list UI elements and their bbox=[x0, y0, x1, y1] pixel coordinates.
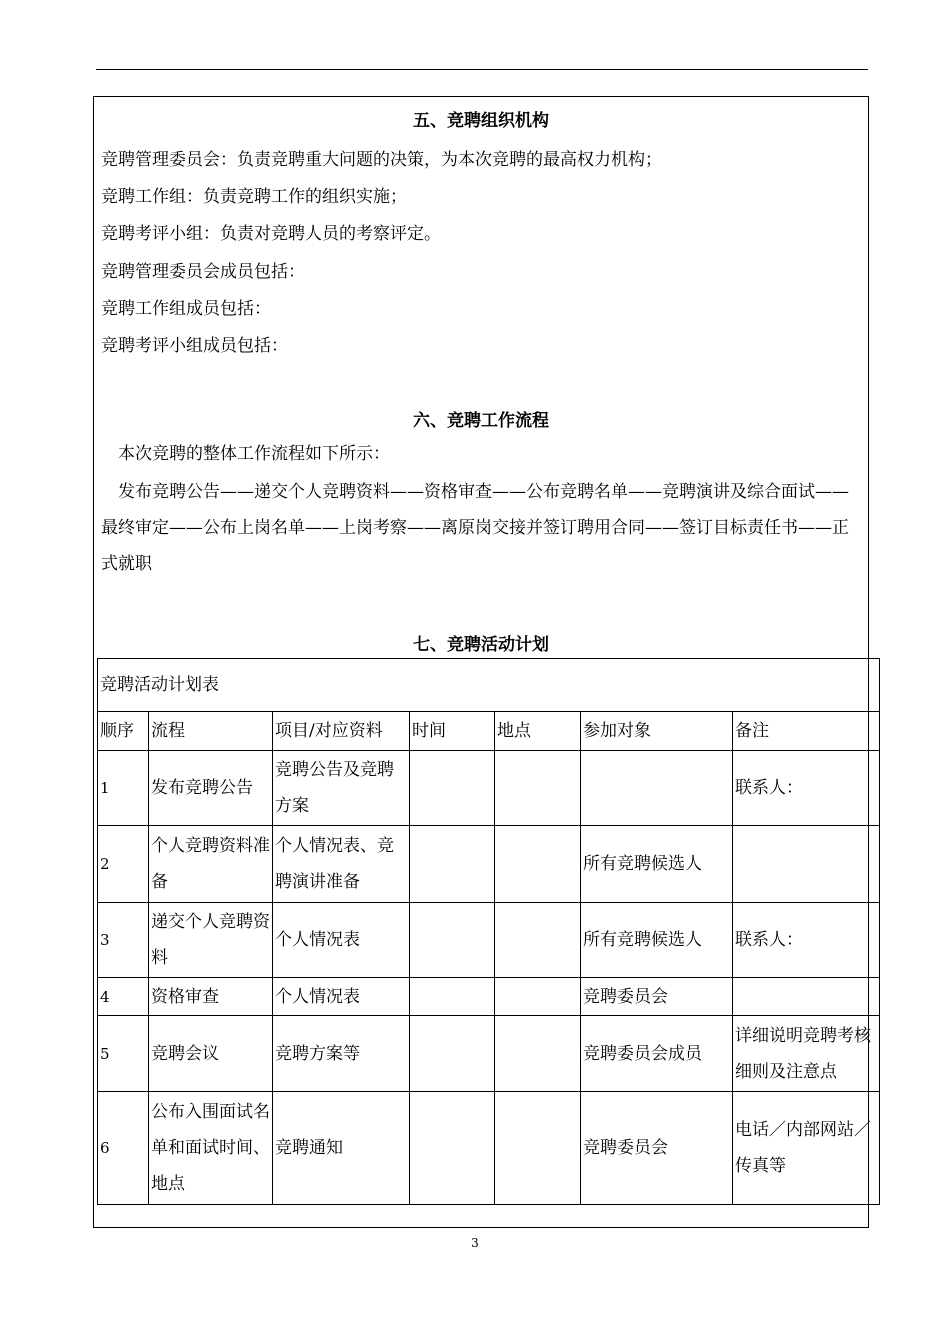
header-cell: 地点 bbox=[495, 712, 581, 751]
table-row bbox=[98, 978, 880, 1016]
activity-plan-table bbox=[97, 658, 880, 1205]
header-cell: 时间 bbox=[410, 712, 495, 751]
table-cell bbox=[410, 978, 495, 1016]
table-cell: 竞聘公告及竞聘方案 bbox=[273, 751, 410, 826]
header-rule bbox=[96, 69, 868, 70]
table-cell bbox=[495, 1016, 581, 1092]
flow-intro: 本次竞聘的整体工作流程如下所示： bbox=[118, 444, 390, 464]
table-cell bbox=[495, 978, 581, 1016]
table-cell: 竞聘方案等 bbox=[273, 1016, 410, 1092]
header-cell: 备注 bbox=[733, 712, 880, 751]
table-cell: 4 bbox=[98, 978, 149, 1016]
table-cell: 详细说明竞聘考核细则及注意点 bbox=[733, 1016, 880, 1092]
table-cell bbox=[581, 751, 733, 826]
table-cell: 资格审查 bbox=[149, 978, 273, 1016]
table-cell bbox=[410, 826, 495, 903]
table-cell: 公布入围面试名单和面试时间、地点 bbox=[149, 1092, 273, 1205]
table-cell bbox=[733, 826, 880, 903]
org-line-5: 竞聘工作组成员包括： bbox=[101, 299, 271, 319]
header-cell: 参加对象 bbox=[581, 712, 733, 751]
table-cell: 竞聘会议 bbox=[149, 1016, 273, 1092]
table-cell: 竞聘委员会 bbox=[581, 1092, 733, 1205]
table-row bbox=[98, 751, 880, 826]
table-cell: 个人情况表 bbox=[273, 903, 410, 978]
table-cell bbox=[410, 751, 495, 826]
table-cell: 5 bbox=[98, 1016, 149, 1092]
org-line-3: 竞聘考评小组：负责对竞聘人员的考察评定。 bbox=[101, 224, 441, 244]
table-cell bbox=[495, 903, 581, 978]
table-cell: 1 bbox=[98, 751, 149, 826]
table-caption: 竞聘活动计划表 bbox=[98, 659, 880, 712]
flow-paragraph: 发布竞聘公告——递交个人竞聘资料——资格审查——公布竞聘名单——竞聘演讲及综合面试——最终审定——公布上岗名单——上岗考察——离原岗交接并签订聘用合同——签订目标责任书——正式就职 bbox=[101, 482, 849, 574]
table-cell: 联系人： bbox=[733, 903, 880, 978]
org-line-1: 竞聘管理委员会：负责竞聘重大问题的决策，为本次竞聘的最高权力机构； bbox=[101, 150, 662, 170]
table-cell bbox=[410, 1092, 495, 1205]
section-6-title: 六、竞聘工作流程 bbox=[413, 411, 549, 431]
header-cell: 流程 bbox=[149, 712, 273, 751]
table-cell: 个人情况表 bbox=[273, 978, 410, 1016]
table-cell bbox=[410, 903, 495, 978]
org-line-2: 竞聘工作组：负责竞聘工作的组织实施； bbox=[101, 187, 407, 207]
table-cell: 竞聘委员会成员 bbox=[581, 1016, 733, 1092]
table-cell: 3 bbox=[98, 903, 149, 978]
header-cell: 顺序 bbox=[98, 712, 149, 751]
table-cell bbox=[410, 1016, 495, 1092]
table-cell: 发布竞聘公告 bbox=[149, 751, 273, 826]
table-cell: 递交个人竞聘资料 bbox=[149, 903, 273, 978]
table-cell: 竞聘通知 bbox=[273, 1092, 410, 1205]
table-cell bbox=[495, 826, 581, 903]
table-cell: 个人竞聘资料准备 bbox=[149, 826, 273, 903]
table-cell: 竞聘委员会 bbox=[581, 978, 733, 1016]
table-cell: 2 bbox=[98, 826, 149, 903]
table-cell: 所有竞聘候选人 bbox=[581, 826, 733, 903]
table-cell bbox=[733, 978, 880, 1016]
table-cell: 所有竞聘候选人 bbox=[581, 903, 733, 978]
table-cell: 联系人： bbox=[733, 751, 880, 826]
header-cell: 项目/对应资料 bbox=[273, 712, 410, 751]
section-5-title: 五、竞聘组织机构 bbox=[413, 111, 549, 131]
table-row bbox=[98, 1016, 880, 1092]
table-cell bbox=[495, 1092, 581, 1205]
page-number: 3 bbox=[471, 1236, 479, 1250]
table-cell: 6 bbox=[98, 1092, 149, 1205]
org-line-6: 竞聘考评小组成员包括： bbox=[101, 336, 288, 356]
table-header-row bbox=[98, 712, 880, 751]
table-row bbox=[98, 1092, 880, 1205]
section-7-title: 七、竞聘活动计划 bbox=[413, 635, 549, 655]
table-caption-row bbox=[98, 659, 880, 712]
table-row bbox=[98, 826, 880, 903]
table-cell: 电话／内部网站／传真等 bbox=[733, 1092, 880, 1205]
org-line-4: 竞聘管理委员会成员包括： bbox=[101, 262, 305, 282]
table-cell: 个人情况表、竞聘演讲准备 bbox=[273, 826, 410, 903]
table-row bbox=[98, 903, 880, 978]
table-cell bbox=[495, 751, 581, 826]
